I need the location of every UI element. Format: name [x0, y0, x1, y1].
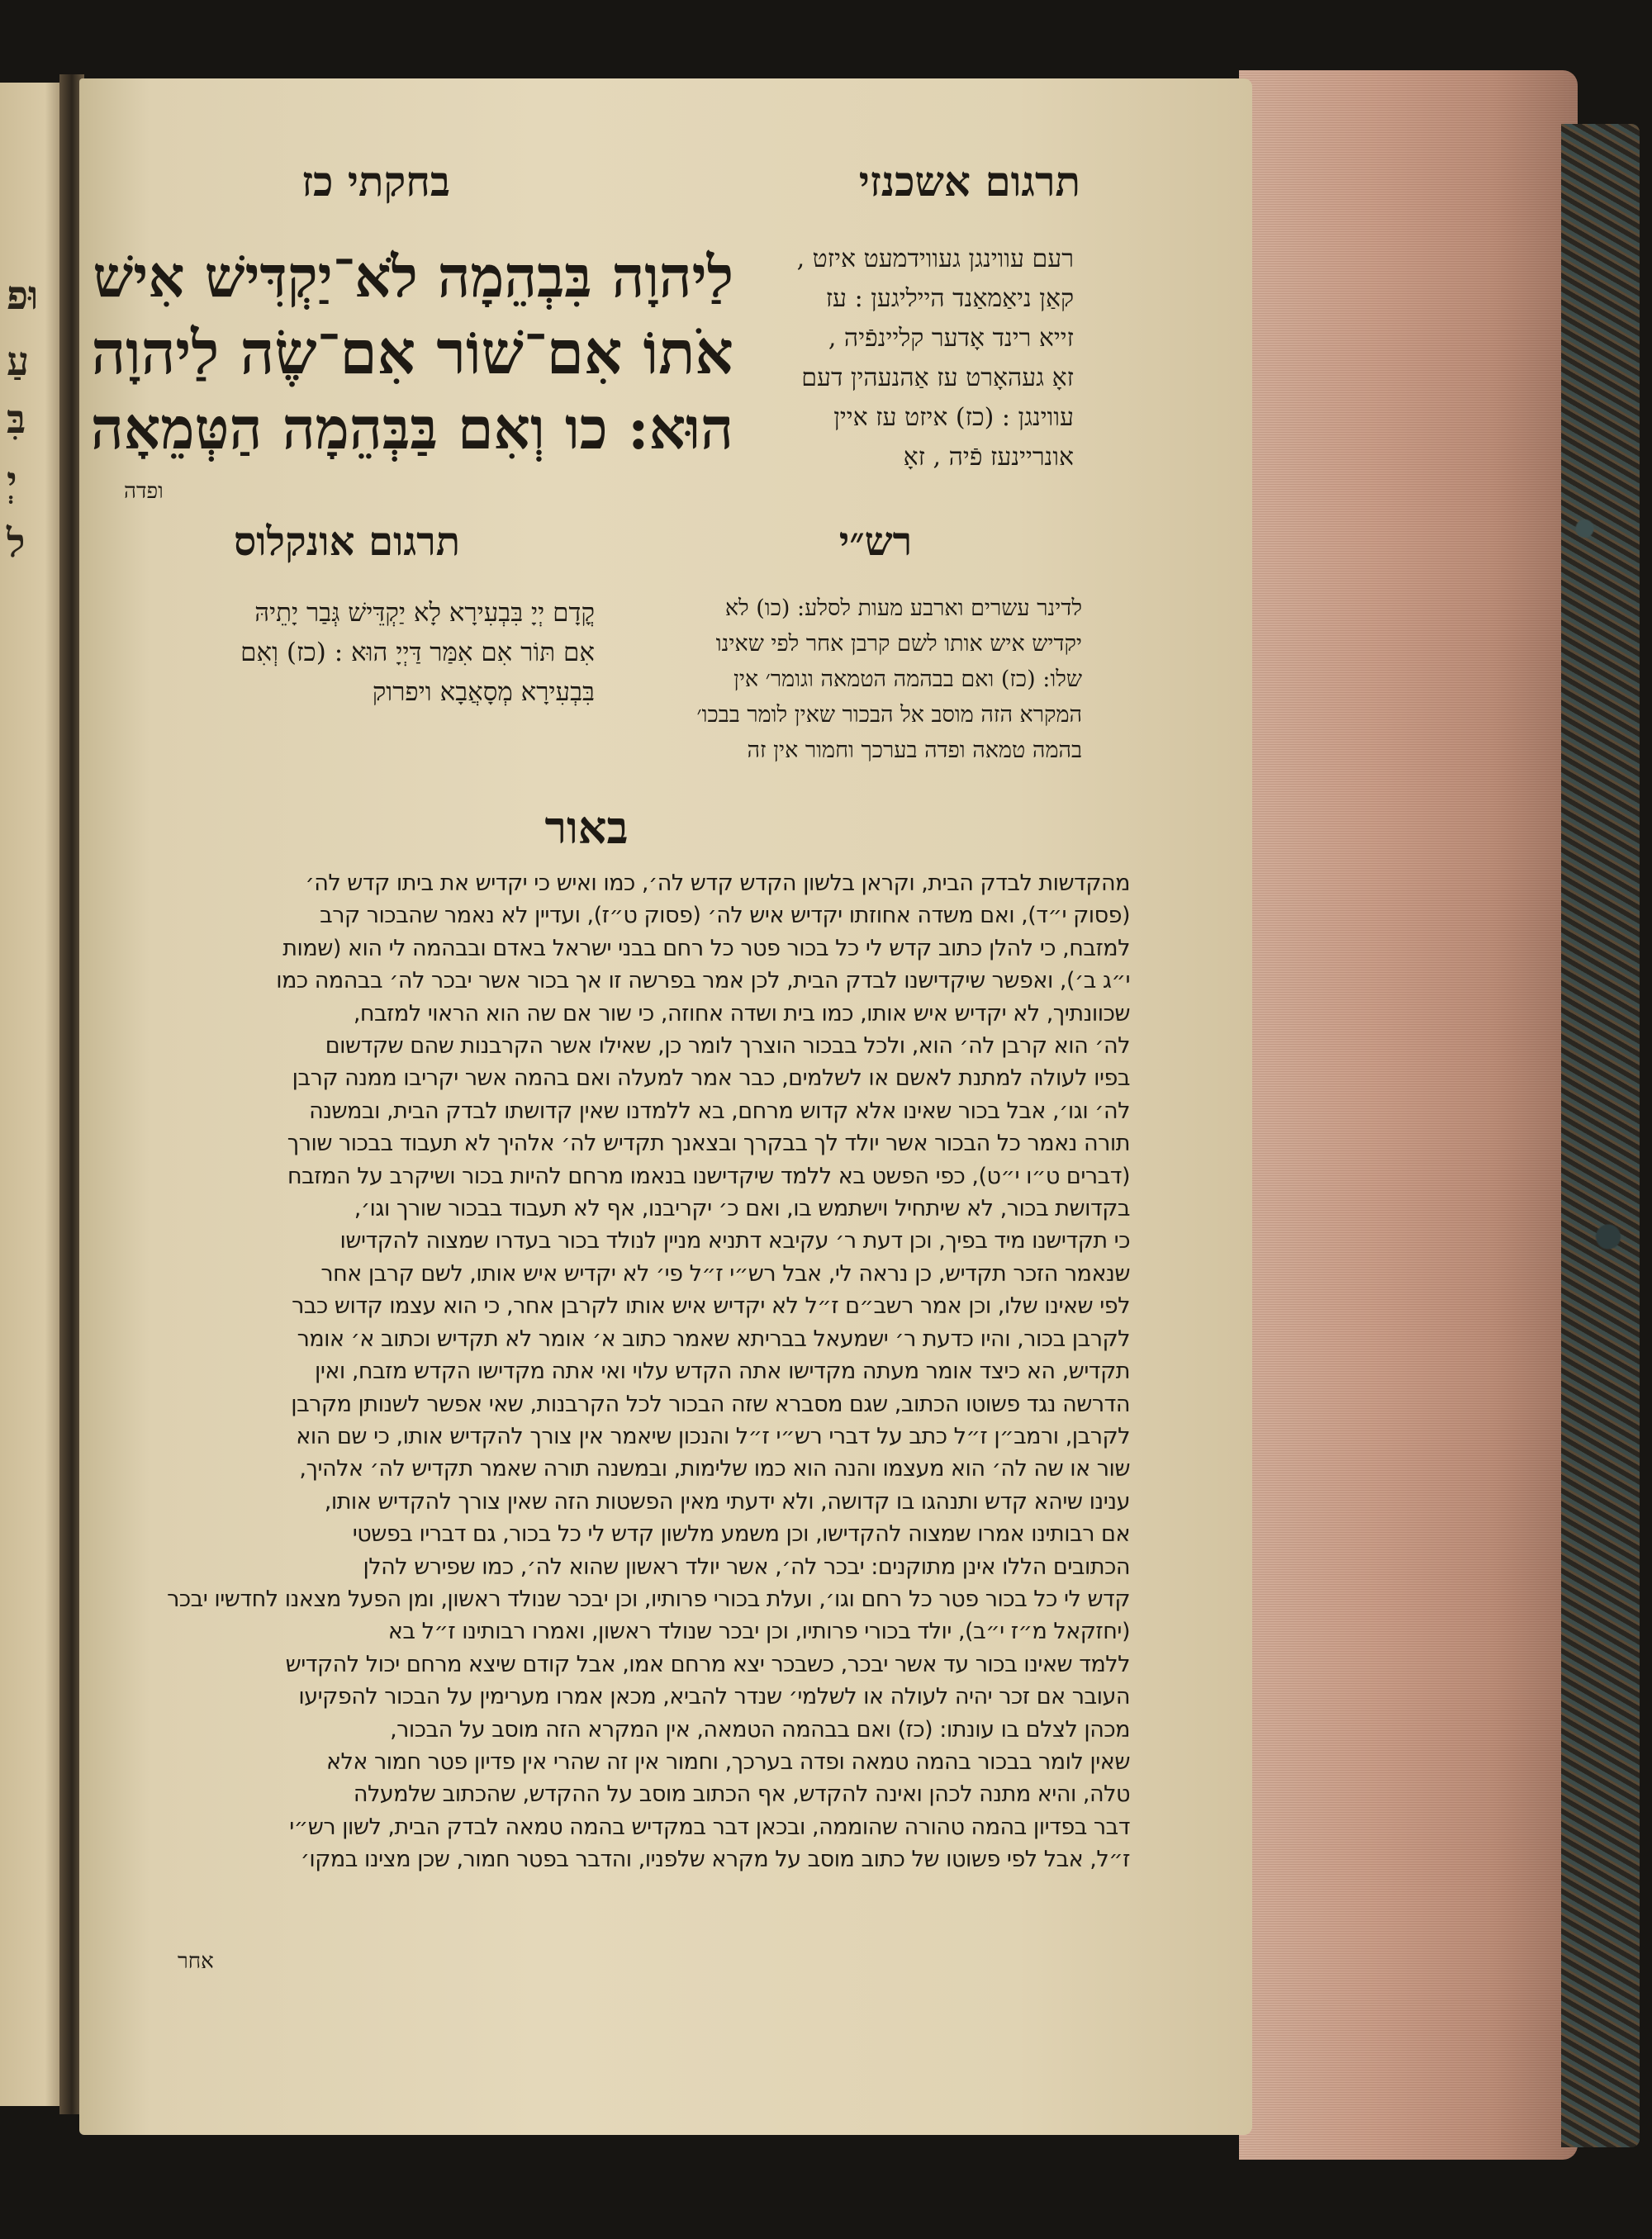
- onkelos-title: תרגום אונקלוס: [233, 519, 461, 565]
- biur-line: תורה נאמר כל הבכור אשר יולד לך בבקרך ובצאנך תקדיש לה׳ אלהיך לא תעבוד בבכור שורך: [287, 1131, 1130, 1157]
- rashi-line: שלו: (כז) ואם בבהמה הטמאה וגומר׳ אין: [733, 666, 1082, 692]
- biur-title: באור: [544, 801, 629, 854]
- rashi-block: [611, 591, 1082, 768]
- biur-line: לה׳ וגו׳, אבל בכור שאינו אלא קדוש מרחם, בא ללמדנו שאין קדושתו לבדק הבית, ובמשנה: [309, 1098, 1130, 1124]
- biur-line: ללמד שאינו בכור עד אשר יבכר, כשבכר יצא מרחם אמו, אבל קודם שיצא מרחם יכול להקדיש: [285, 1651, 1130, 1677]
- rashi-line: יקדיש איש אותו לשם קרבן אחר לפי שאינו: [715, 631, 1082, 657]
- prev-page-char: ל: [7, 520, 26, 567]
- rashi-line: בהמה טמאה ופדה בערכך וחמור אין זה: [747, 738, 1082, 763]
- translation-line: רעם עווינגן געווידמעט איזט ,: [796, 244, 1074, 273]
- torah-line: הוּא: כו וְאִם בַּבְּהֵמָה הַטְּמֵאָה: [90, 396, 733, 463]
- translation-block: [727, 240, 1074, 477]
- biur-line: הכתובים הללו אינן מתוקנים: יבכר לה׳, אשר יולד ראשון שהוא לה׳, כמו שפירש להלן: [363, 1554, 1130, 1580]
- biur-line: לקרבן בכור, והיו כדעת ר׳ ישמעאל בבריתא שאמר כתוב א׳ אומר לא תקדיש וכתוב א׳ אומר: [297, 1326, 1130, 1352]
- biur-line: (יחזקאל מ״ז י״ב), יולד בכורי פרותיו, וכן יבכר שנולד ראשון, ואמרו רבותינו ז״ל בא: [387, 1619, 1130, 1645]
- prev-page-char: יְ: [7, 458, 17, 505]
- previous-page-edge: [0, 83, 64, 2106]
- biur-line: שור או שה לה׳ הוא מעצמו והנה הוא כמו שלימות, ובמשנה תורה שאמר תקדיש לה׳ אלהיך,: [299, 1456, 1130, 1482]
- biur-line: לפי שאינו שלו, וכן אמר רשב״ם ז״ל לא יקדיש איש אותו לקרבן אחר, כי הוא עצמו קדוש כבר: [292, 1293, 1130, 1320]
- biur-catchword: אחר: [178, 1949, 214, 1974]
- rashi-line: המקרא הזה מוסב אל הבכור שאין לומר בבכו׳: [696, 702, 1082, 728]
- running-head-left: בחקתי כז: [301, 157, 450, 206]
- biur-line: בפיו לעולה למתנת לאשם או לשלמים, כבר אמר למעלה ואם בהמה אשר יקריבו ממנה קרבן: [292, 1065, 1130, 1092]
- onkelos-line: קֳדָם יְיָ בִּבְעִירָא לָא יַקְדֵּישׁ גְּבַר יָתֵיהּ: [254, 598, 595, 628]
- biur-line: טלה, והיא מתנה לכהן ואינה להקדש, אף הכתוב מוסב על ההקדש, שהכתוב שלמעלה: [353, 1781, 1130, 1808]
- torah-line: אֹתוֹ אִם־שׁוֹר אִם־שֶׂה לַיהוָה: [91, 318, 733, 388]
- translation-line: אונריינעז פֿיה , זאָ: [903, 443, 1074, 472]
- biur-line: למזבח, כי להלן כתוב קדש לי כל בכור פטר כל רחם בבני ישראל באדם ובבהמה לי הוא (שמות: [282, 935, 1130, 961]
- biur-line: דבר בפדיון בהמה טהורה שהוממה, ובכאן דבר במקדיש בהמה טמאה לבדק הבית, לשון רש״י: [289, 1814, 1130, 1840]
- torah-line: לַיהוָה בִּבְהֵמָה לֹא־יַקְדִּישׁ אִישׁ: [93, 244, 733, 311]
- biur-block: [83, 867, 1130, 1876]
- biur-line: קדש לי כל בכור פטר כל רחם וגו׳, ועלת בכורי פרותיו, וכן יבכר שנולד ראשון, ומן הפעל מצאנו לחדשיו יבכר: [167, 1586, 1130, 1612]
- onkelos-line: בִּבְעִירָא מְסָאֲבָא ויפרוק: [372, 677, 595, 707]
- biur-line: העובר אם זכר יהיה לעולה או לשלמי׳ שנדר להביא, מכאן אמרו מערימין על הבכור להפקיעו: [298, 1684, 1130, 1710]
- biur-line: בקדושת בכור, לא שיתחיל וישתמש בו, ואם כ׳ יקריבנו, אף לא תעבוד בבכור שורך וגו׳,: [354, 1196, 1130, 1222]
- biur-line: ז״ל, אבל לפי פשוטו של כתוב מוסב על מקרא שלפניו, והדבר בפטר חמור, שכן מצינו במקו׳: [300, 1847, 1130, 1873]
- biur-line: אם רבותינו אמרו שמצוה להקדישו, וכן משמע מלשון קדש לי כל בכור, גם דבריו בפשטי: [352, 1521, 1130, 1548]
- prev-page-char: וּפ: [7, 273, 39, 319]
- running-head-right: תרגום אשכנזי: [858, 157, 1080, 206]
- translation-line: זאָ געהאָרט עז אַהנעהין דעם: [801, 363, 1074, 392]
- translation-line: זייא רינד אָדער קליינפֿיה ,: [828, 324, 1074, 353]
- onkelos-line: אִם תּוֹר אִם אִמַּר דַּיְיָ הוּא : (כז) וְאִם: [240, 638, 595, 667]
- biur-line: הדרשה נגד פשוטו הכתוב, שגם מסברא שזה הבכור לכל הקרבנות, שאי אפשר לשנותן מקרבן: [291, 1391, 1130, 1417]
- biur-line: שאין לומר בבכור בהמה טמאה ופדה בערכך, וחמור אין זה שהרי אין פדיון פטר חמור אלא: [326, 1748, 1130, 1775]
- marbled-cover: [1561, 124, 1640, 2147]
- rashi-title: רש״י: [838, 519, 913, 565]
- torah-catchword: ופדה: [124, 479, 164, 504]
- biur-line: תקדיש, הא כיצד אומר מעתה מקדישו אתה הקדש עלוי ואי אתה מקדישו הקדש מזבח, ואין: [314, 1359, 1130, 1385]
- biur-line: מכהן לצלם בו עונתו: (כז) ואם בבהמה הטמאה, אין המקרא הזה מוסב על הבכור,: [390, 1716, 1130, 1743]
- biur-line: לה׳ הוא קרבן לה׳ הוא, ולכל בבכור הוצרך לומר כן, שאילו אשר הקרבנות שהם שקדשום: [325, 1033, 1130, 1060]
- prev-page-char: עַ: [7, 339, 30, 385]
- biur-line: כי תקדישנו מיד בפיך, וכן דעת ר׳ עקיבא דתניא מניין לנולד בכור בעדרו שמצוה להקדישו: [339, 1228, 1130, 1255]
- biur-line: ענינו שיהא קדש ותנהגו בו קדושה, ולא ידעתי מאין הפשטות הזה שאין צורך להקדיש אותו,: [324, 1488, 1130, 1515]
- biur-line: (פסוק י״ד), ואם משדה אחוזתו יקדיש איש לה׳ (פסוק ט״ז), ועדיין לא נאמר שהבכור קרב: [320, 903, 1130, 929]
- page-block-fore-edge: [1239, 70, 1578, 2160]
- biur-line: מהקדשות לבדק הבית, וקראן בלשון הקדש קדש לה׳, כמו ואיש כי יקדיש את ביתו קדש לה׳: [305, 870, 1130, 896]
- biur-line: שנאמר הזכר תקדיש, כן נראה לי, אבל רש״י ז״ל פי׳ לא יקדיש איש אותו, לשם קרבן אחר: [320, 1260, 1130, 1287]
- torah-text-block: [89, 240, 733, 467]
- biur-line: לקרבן, ורמב״ן ז״ל כתב על דברי רש״י ז״ל והנכון שיאמר אין צורך להקדיש אותו, כי שם הוא: [296, 1423, 1130, 1449]
- biur-line: שכוונתיך, לא יקדיש איש אותו, כמו בית ושדה אחוזה, כי שור אם שה הוא הראוי למזבח,: [353, 1000, 1130, 1027]
- biur-line: (דברים ט״ו י״ט), כפי הפשט בא ללמד שיקדישנו בנאמו מרחם להיות בכור ושיקרב על המזבח: [287, 1163, 1130, 1189]
- translation-line: קאַן ניאַמאַנד הייליגען : עז: [825, 284, 1074, 313]
- onkelos-block: [91, 593, 595, 712]
- prev-page-char: בִּ: [7, 396, 26, 443]
- biur-line: י״ג ב׳), ואפשר שיקדישנו לבדק הבית, לכן אמר בפרשה זו אך בכור אשר יבכר לה׳ בבהמה כמו: [276, 968, 1130, 994]
- translation-line: עווינגן : (כז) איזט עז איין: [833, 403, 1074, 432]
- rashi-line: לדינר עשרים וארבע מעות לסלע: (כו) לא: [724, 595, 1082, 621]
